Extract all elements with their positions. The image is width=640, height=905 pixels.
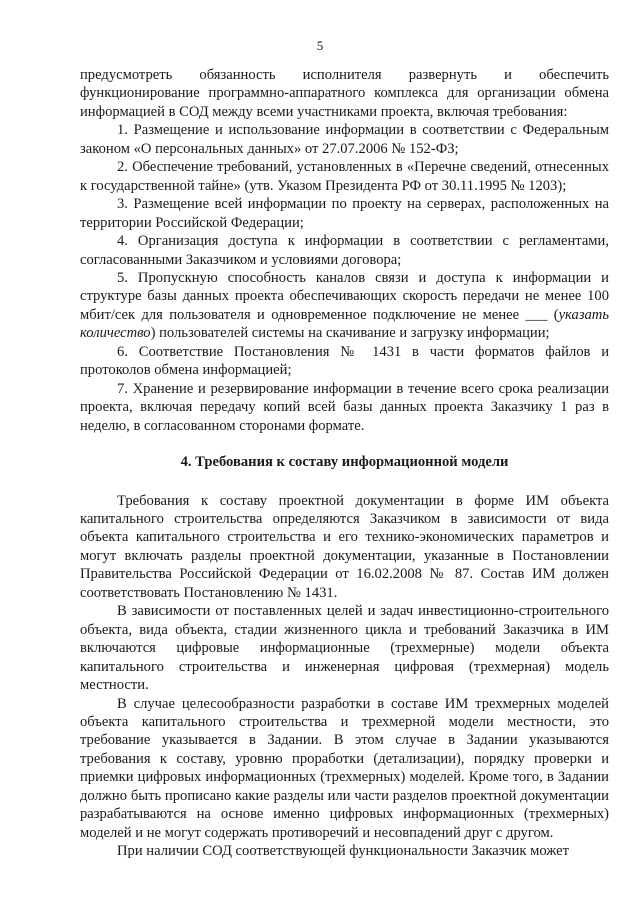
requirement-5-italic: указать количество <box>80 306 609 342</box>
intro-paragraph: предусмотреть обязанность исполнителя развернуть и обеспечить функционирование программно-аппаратного комплекса для организации обмена информацией в СОД между всеми участниками проекта, включая требования: <box>80 67 609 120</box>
section-paragraph-3: В случае целесообразности разработки в составе ИМ трехмерных моделей объекта капитального строительства и трехмерной модели местности, это требование указывается в Задании. В этом случае в Задании указываются требования к составу, уровню проработки (детализации), порядку проверки и приемки цифровых информационных (трехмерных) моделей. Кроме того, в Задании должно быть прописано какие разделы или части разделов проектной документации разрабатываются на основе именно цифровых информационных (трехмерных) моделей и не могут содержать противоречий и несовпадений друг с другом. <box>80 695 609 841</box>
page-number: 5 <box>316 38 324 53</box>
requirement-5-text: 5. Пропускную способность каналов связи и доступа к информации и структуре базы данных проекта обеспечивающих скорость передачи не менее 100 мбит/сек для пользователя и одновременное подключение не менее ___ ( <box>80 269 609 323</box>
requirement-item-2: 2. Обеспечение требований, установленных в «Перечне сведений, отнесенных к государственной тайне» (утв. Указом Президента РФ от 30.11.1995 № 1203); <box>80 159 609 194</box>
section-paragraph-4: При наличии СОД соответствующей функциональности Заказчик может <box>117 843 570 860</box>
section-paragraph-2: В зависимости от поставленных целей и задач инвестиционно-строительного объекта, вида объекта, стадии жизненного цикла и требований Заказчика в ИМ включаются цифровые информационные (трехмерные) модели объекта капитального строительства и инженерная цифровая (трехмерная) модель местности. <box>80 603 609 694</box>
requirement-item-7: 7. Хранение и резервирование информации в течение всего срока реализации проекта, включая передачу копий всей базы данных проекта Заказчику 1 раз в неделю, в согласованном сторонами формате. <box>80 380 609 434</box>
requirement-5-text-end: ) пользователей системы на скачивание и загрузку информации; <box>150 325 550 342</box>
requirement-item-6: 6. Соответствие Постановления № 1431 в части форматов файлов и протоколов обмена информацией; <box>80 343 609 379</box>
requirement-item-3: 3. Размещение всей информации по проекту на серверах, расположенных на территории Российской Федерации; <box>80 196 609 231</box>
requirement-item-4: 4. Организация доступа к информации в соответствии с регламентами, согласованными Заказчиком и условиями договора; <box>80 233 609 268</box>
section-paragraph-1: Требования к составу проектной документации в форме ИМ объекта капитального строительства определяются Заказчиком в зависимости от вида объекта капитального строительства и его технико-экономических параметров и могут включать разделы проектной документации, указанные в Постановлении Правительства Российской Федерации от 16.02.2008 № 87. Состав ИМ должен соответствовать Постановлению № 1431. <box>80 492 609 601</box>
section-heading: 4. Требования к составу информационной модели <box>180 454 509 471</box>
requirement-item-5 <box>80 269 609 343</box>
document-body <box>80 66 609 861</box>
requirement-item-1: 1. Размещение и использование информации в соответствии с Федеральным законом «О персональных данных» от 27.07.2006 № 152-ФЗ; <box>80 122 609 157</box>
